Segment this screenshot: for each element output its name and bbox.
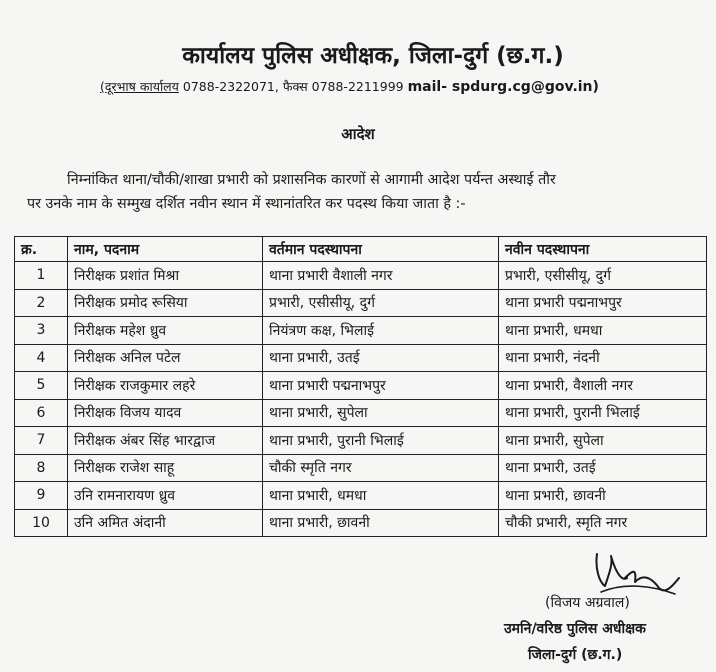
cell-name: उनि अमित अंदानी <box>68 509 263 537</box>
cell-current-posting: थाना प्रभारी, छावनी <box>263 509 499 537</box>
order-body-line-2: पर उनके नाम के सम्मुख दर्शित नवीन स्थान में स्थानांतरित कर पदस्थ किया जाता है :- <box>27 196 466 212</box>
cell-current-posting: थाना प्रभारी वैशाली नगर <box>263 262 499 290</box>
cell-serial: 9 <box>15 482 68 510</box>
table-row <box>15 454 707 482</box>
cell-name: उनि रामनारायण ध्रुव <box>68 482 263 510</box>
cell-current-posting: प्रभारी, एसीसीयू, दुर्ग <box>263 289 499 317</box>
cell-new-posting: थाना प्रभारी, धमधा <box>499 317 707 345</box>
signatory-place: जिला-दुर्ग (छ.ग.) <box>528 647 623 663</box>
table-row <box>15 317 707 345</box>
table-row <box>15 399 707 427</box>
cell-new-posting: थाना प्रभारी, सुपेला <box>499 427 707 455</box>
col-header-name: नाम, पदनाम <box>68 237 263 262</box>
cell-new-posting: थाना प्रभारी पद्मनाभपुर <box>499 289 707 317</box>
cell-name: निरीक्षक प्रशांत मिश्रा <box>68 262 263 290</box>
col-header-serial: क्र. <box>15 237 68 262</box>
cell-name: निरीक्षक विजय यादव <box>68 399 263 427</box>
contact-numbers: 0788-2322071, फैक्स 0788-2211999 <box>178 79 408 94</box>
cell-serial: 1 <box>15 262 68 290</box>
cell-serial: 6 <box>15 399 68 427</box>
cell-new-posting: थाना प्रभारी, छावनी <box>499 482 707 510</box>
cell-serial: 2 <box>15 289 68 317</box>
order-heading: आदेश <box>341 125 375 143</box>
cell-serial: 5 <box>15 372 68 400</box>
order-body-line-1: निम्नांकित थाना/चौकी/शाखा प्रभारी को प्रशासनिक कारणों से आगामी आदेश पर्यन्त अस्थाई तौर <box>67 172 556 188</box>
cell-new-posting: थाना प्रभारी, नंदनी <box>499 344 707 372</box>
cell-serial: 4 <box>15 344 68 372</box>
cell-current-posting: थाना प्रभारी, धमधा <box>263 482 499 510</box>
signatory-designation: उमनि/वरिष्ठ पुलिस अधीक्षक <box>504 621 646 637</box>
cell-new-posting: थाना प्रभारी, वैशाली नगर <box>499 372 707 400</box>
table-row <box>15 344 707 372</box>
cell-current-posting: थाना प्रभारी, पुरानी भिलाई <box>263 427 499 455</box>
cell-name: निरीक्षक प्रमोद रूसिया <box>68 289 263 317</box>
cell-current-posting: थाना प्रभारी, उतई <box>263 344 499 372</box>
cell-new-posting: चौकी प्रभारी, स्मृति नगर <box>499 509 707 537</box>
contact-mail: mail- spdurg.cg@gov.in) <box>407 79 599 95</box>
cell-current-posting: थाना प्रभारी, सुपेला <box>263 399 499 427</box>
table-row <box>15 289 707 317</box>
cell-name: निरीक्षक राजेश साहू <box>68 454 263 482</box>
office-title: कार्यालय पुलिस अधीक्षक, जिला-दुर्ग (छ.ग.) <box>182 43 564 69</box>
transfer-table <box>14 236 707 537</box>
cell-new-posting: प्रभारी, एसीसीयू, दुर्ग <box>499 262 707 290</box>
cell-serial: 7 <box>15 427 68 455</box>
contact-line <box>100 78 599 95</box>
table-row <box>15 372 707 400</box>
cell-serial: 10 <box>15 509 68 537</box>
cell-name: निरीक्षक अनिल पटेल <box>68 344 263 372</box>
cell-name: निरीक्षक राजकुमार लहरे <box>68 372 263 400</box>
table-row <box>15 427 707 455</box>
cell-name: निरीक्षक महेश ध्रुव <box>68 317 263 345</box>
table-row <box>15 482 707 510</box>
cell-new-posting: थाना प्रभारी, उतई <box>499 454 707 482</box>
col-header-current-posting: वर्तमान पदस्थापना <box>263 237 499 262</box>
table-row <box>15 262 707 290</box>
cell-current-posting: थाना प्रभारी पद्मनाभपुर <box>263 372 499 400</box>
cell-current-posting: नियंत्रण कक्ष, भिलाई <box>263 317 499 345</box>
col-header-new-posting: नवीन पदस्थापना <box>499 237 707 262</box>
table-header-row <box>15 237 707 262</box>
order-body <box>27 166 707 218</box>
contact-label: (दूरभाष कार्यालय <box>100 79 179 94</box>
cell-current-posting: चौकी स्मृति नगर <box>263 454 499 482</box>
table-row <box>15 509 707 537</box>
cell-serial: 3 <box>15 317 68 345</box>
cell-name: निरीक्षक अंबर सिंह भारद्वाज <box>68 427 263 455</box>
cell-new-posting: थाना प्रभारी, पुरानी भिलाई <box>499 399 707 427</box>
cell-serial: 8 <box>15 454 68 482</box>
signatory-name: (विजय अग्रवाल) <box>545 595 630 611</box>
